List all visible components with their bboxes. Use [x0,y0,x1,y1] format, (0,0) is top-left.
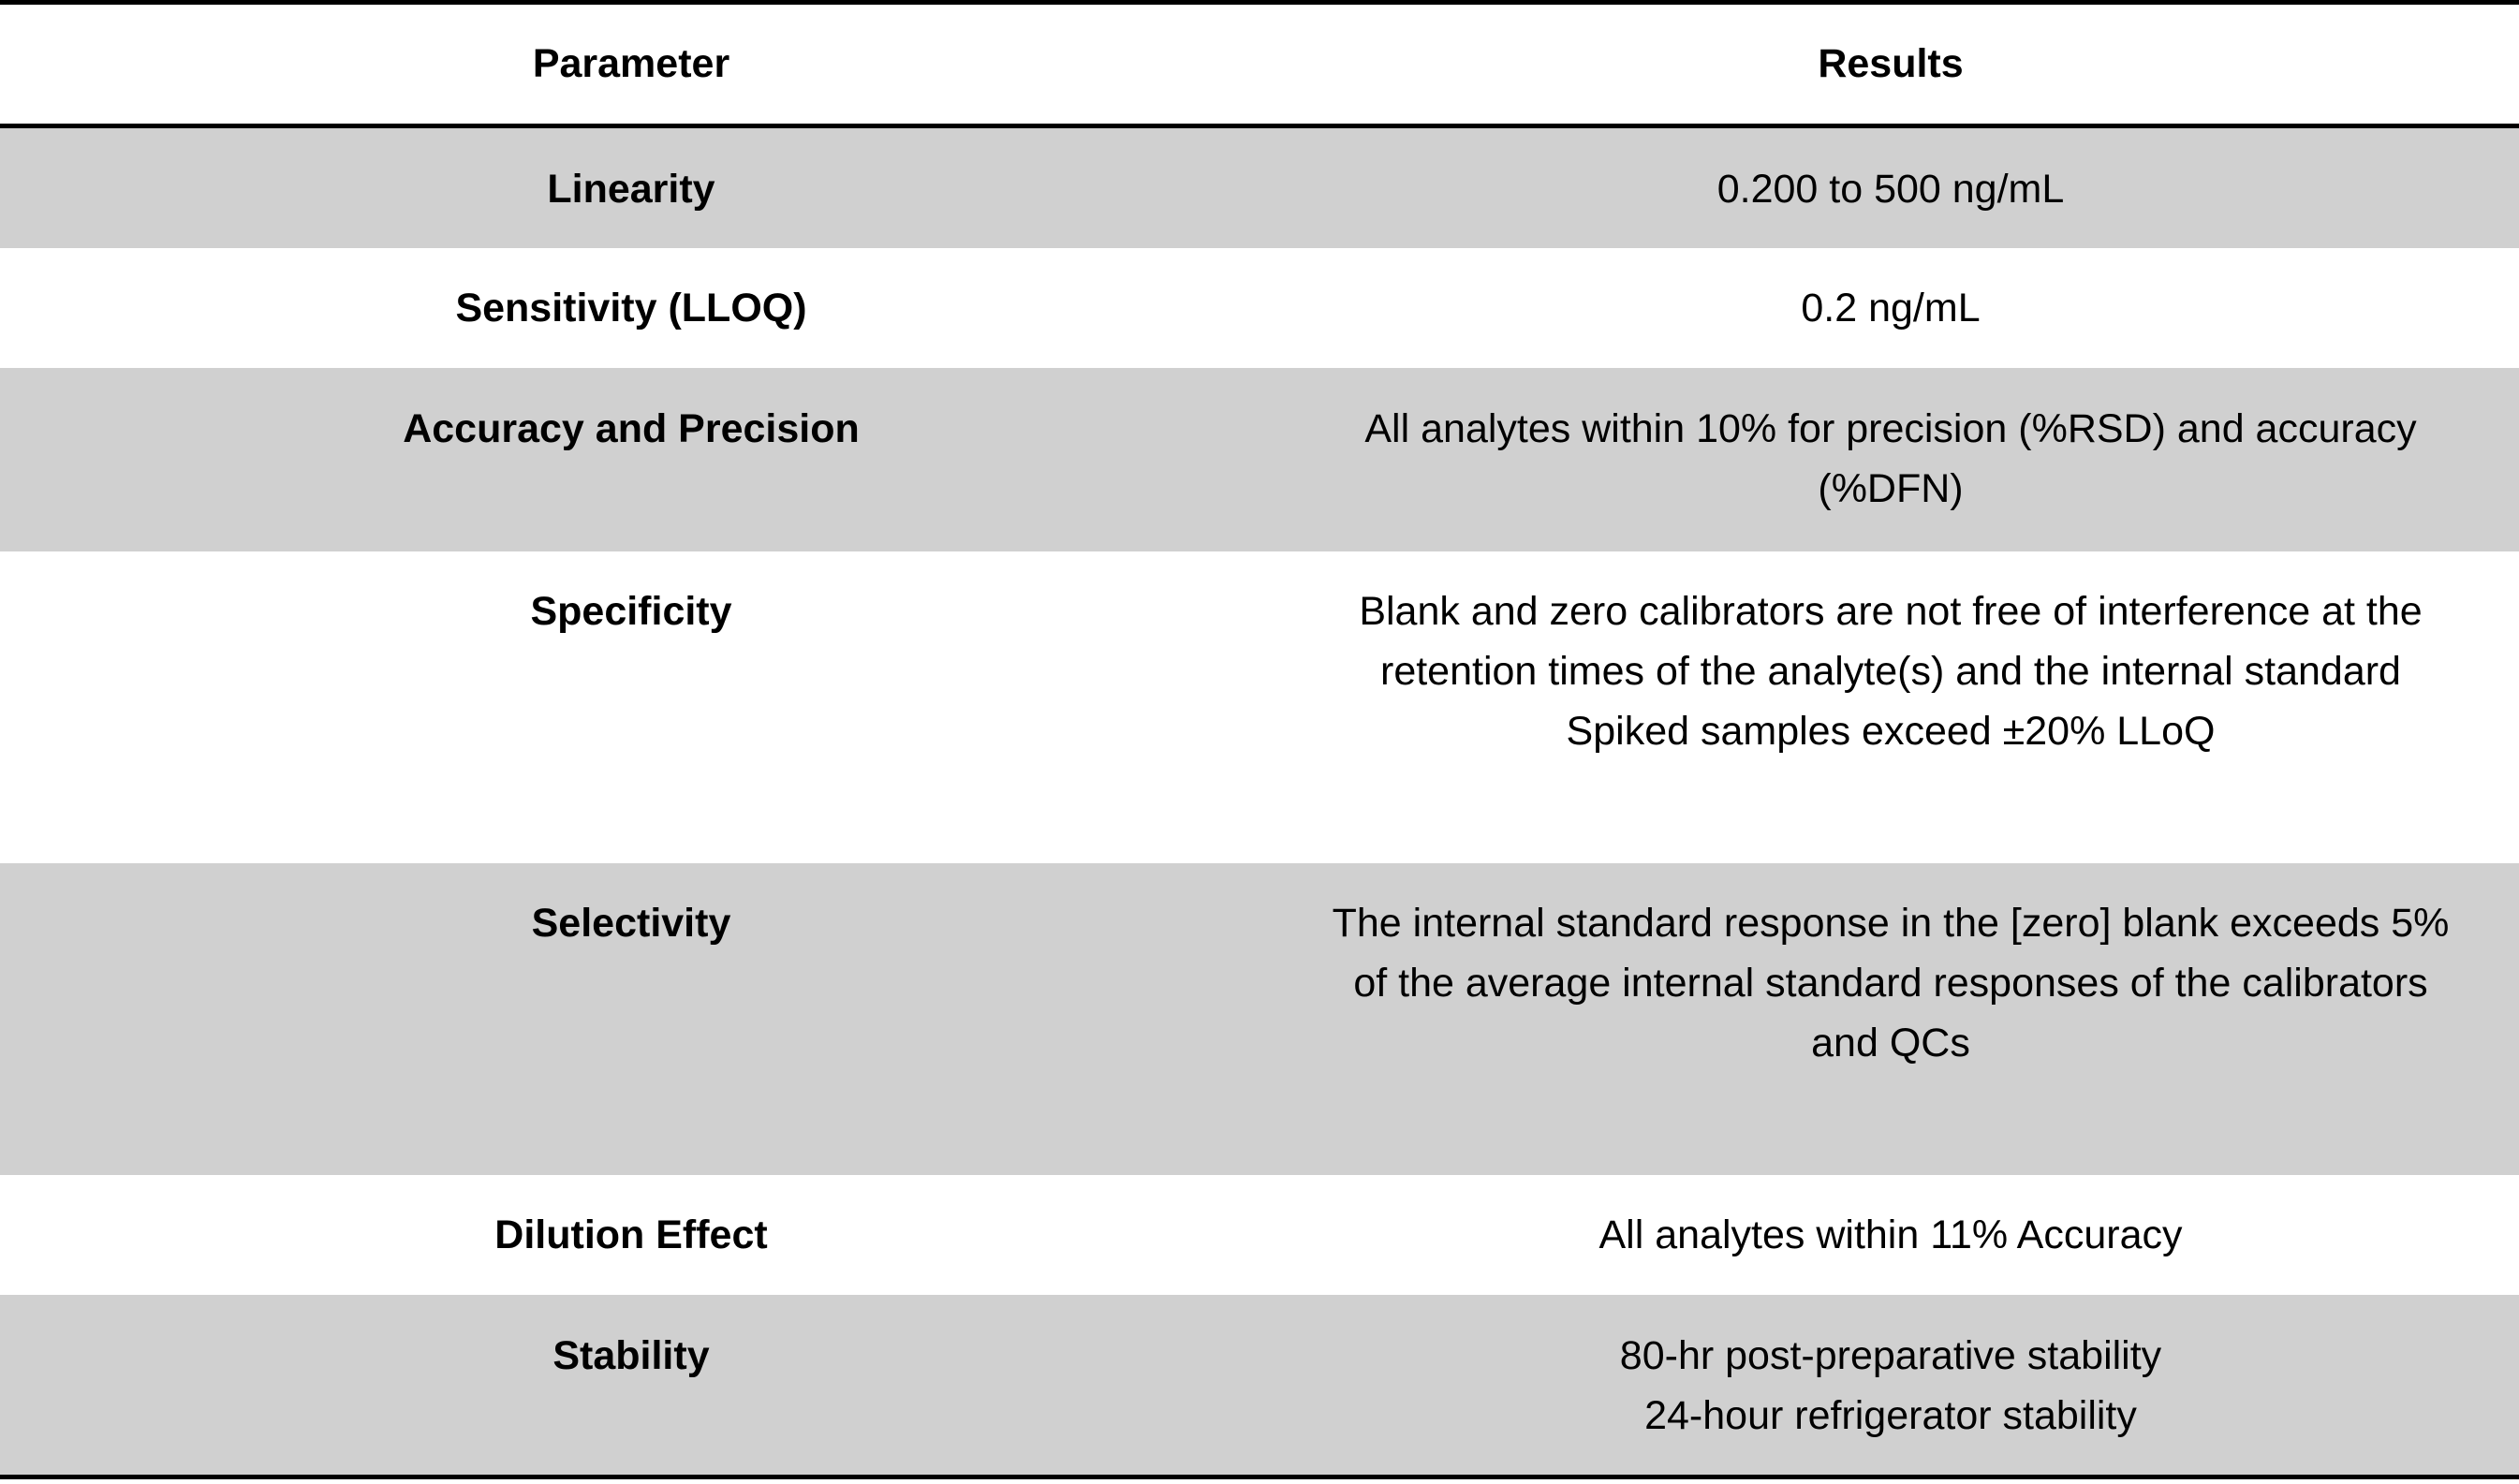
result-line: and QCs [1811,1020,1970,1065]
parameter-cell: Accuracy and Precision [0,368,1262,551]
parameter-cell: Dilution Effect [0,1175,1262,1295]
result-line: Spiked samples exceed ±20% LLoQ [1566,708,2216,754]
table-row-dilution-effect [0,1175,2519,1295]
parameter-cell: Stability [0,1295,1262,1477]
result-line: All analytes within 11% Accuracy [1598,1212,2183,1257]
parameter-cell: Specificity [0,551,1262,863]
table-body [0,126,2519,1477]
result-line: The internal standard response in the [zero] blank exceeds 5% [1332,900,2450,946]
result-cell [1262,126,2519,248]
table-row-stability [0,1295,2519,1477]
header-parameter: Parameter [0,3,1262,126]
result-line: All analytes within 10% for precision (%RSD) and accuracy [1364,405,2417,451]
result-cell [1262,368,2519,551]
parameter-cell: Selectivity [0,863,1262,1175]
table-row-selectivity [0,863,2519,1175]
table-row-accuracy-precision [0,368,2519,551]
table-row-sensitivity [0,248,2519,368]
result-cell [1262,1175,2519,1295]
table-row-linearity [0,126,2519,248]
result-cell [1262,863,2519,1175]
parameter-cell: Linearity [0,126,1262,248]
table-row-specificity [0,551,2519,863]
result-line: (%DFN) [1818,465,1964,511]
result-line: 24-hour refrigerator stability [1644,1392,2137,1438]
result-line: 80-hr post-preparative stability [1619,1332,2162,1378]
header-results: Results [1262,3,2519,126]
result-line: Blank and zero calibrators are not free of interference at the [1359,588,2423,634]
result-cell [1262,1295,2519,1477]
result-line: of the average internal standard responses of the calibrators [1353,960,2428,1006]
header-row [0,3,2519,126]
result-line: 0.2 ng/mL [1801,285,1981,331]
result-cell [1262,248,2519,368]
result-cell [1262,551,2519,863]
table-header [0,3,2519,126]
result-line: retention times of the analyte(s) and the internal standard [1380,648,2401,694]
parameter-cell: Sensitivity (LLOQ) [0,248,1262,368]
result-line: 0.200 to 500 ng/mL [1716,167,2065,212]
